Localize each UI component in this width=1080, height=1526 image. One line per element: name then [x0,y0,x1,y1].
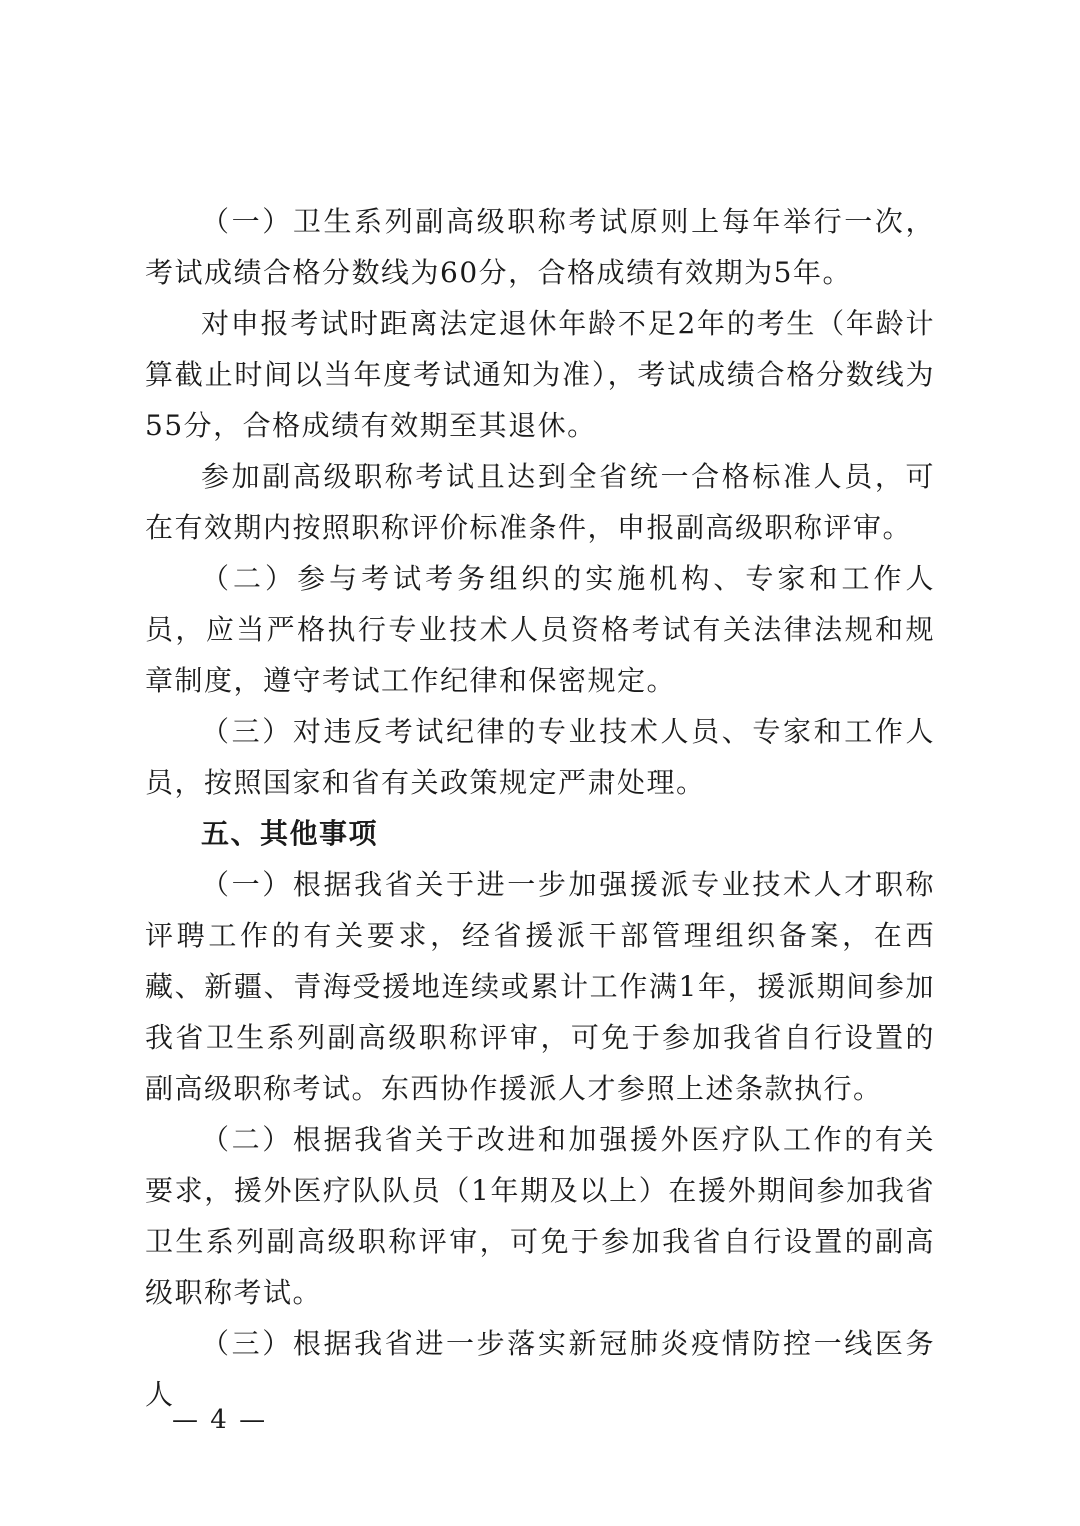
paragraph-exam-staff-rules: （二）参与考试考务组织的实施机构、专家和工作人员，应当严格执行专业技术人员资格考试有关法律法规和规章制度，遵守考试工作纪律和保密规定。 [145,562,935,697]
paragraph-qualified-personnel: 参加副高级职称考试且达到全省统一合格标准人员，可在有效期内按照职称评价标准条件，申报副高级职称评审。 [145,460,935,544]
paragraph-foreign-aid-medical-team: （二）根据我省关于改进和加强援外医疗队工作的有关要求，援外医疗队队员（1年期及以上）在援外期间参加我省卫生系列副高级职称评审，可免于参加我省自行设置的副高级职称考试。 [145,1123,935,1309]
document-body [145,196,935,1420]
paragraph-exam-frequency: （一）卫生系列副高级职称考试原则上每年举行一次，考试成绩合格分数线为60分，合格成绩有效期为5年。 [145,205,935,289]
paragraph-covid-frontline: （三）根据我省进一步落实新冠肺炎疫情防控一线医务人 [145,1327,935,1411]
paragraph-aid-talent: （一）根据我省关于进一步加强援派专业技术人才职称评聘工作的有关要求，经省援派干部管理组织备案，在西藏、新疆、青海受援地连续或累计工作满1年，援派期间参加我省卫生系列副高级职称评审，可免于参加我省自行设置的副高级职称考试。东西协作援派人才参照上述条款执行。 [145,868,935,1105]
section-heading-other-matters: 五、其他事项 [201,817,379,850]
page-number: — 4 — [172,1405,268,1435]
paragraph-discipline-violation: （三）对违反考试纪律的专业技术人员、专家和工作人员，按照国家和省有关政策规定严肃处理。 [145,715,935,799]
paragraph-retirement-candidates: 对申报考试时距离法定退休年龄不足2年的考生（年龄计算截止时间以当年度考试通知为准），考试成绩合格分数线为55分，合格成绩有效期至其退休。 [145,307,935,442]
